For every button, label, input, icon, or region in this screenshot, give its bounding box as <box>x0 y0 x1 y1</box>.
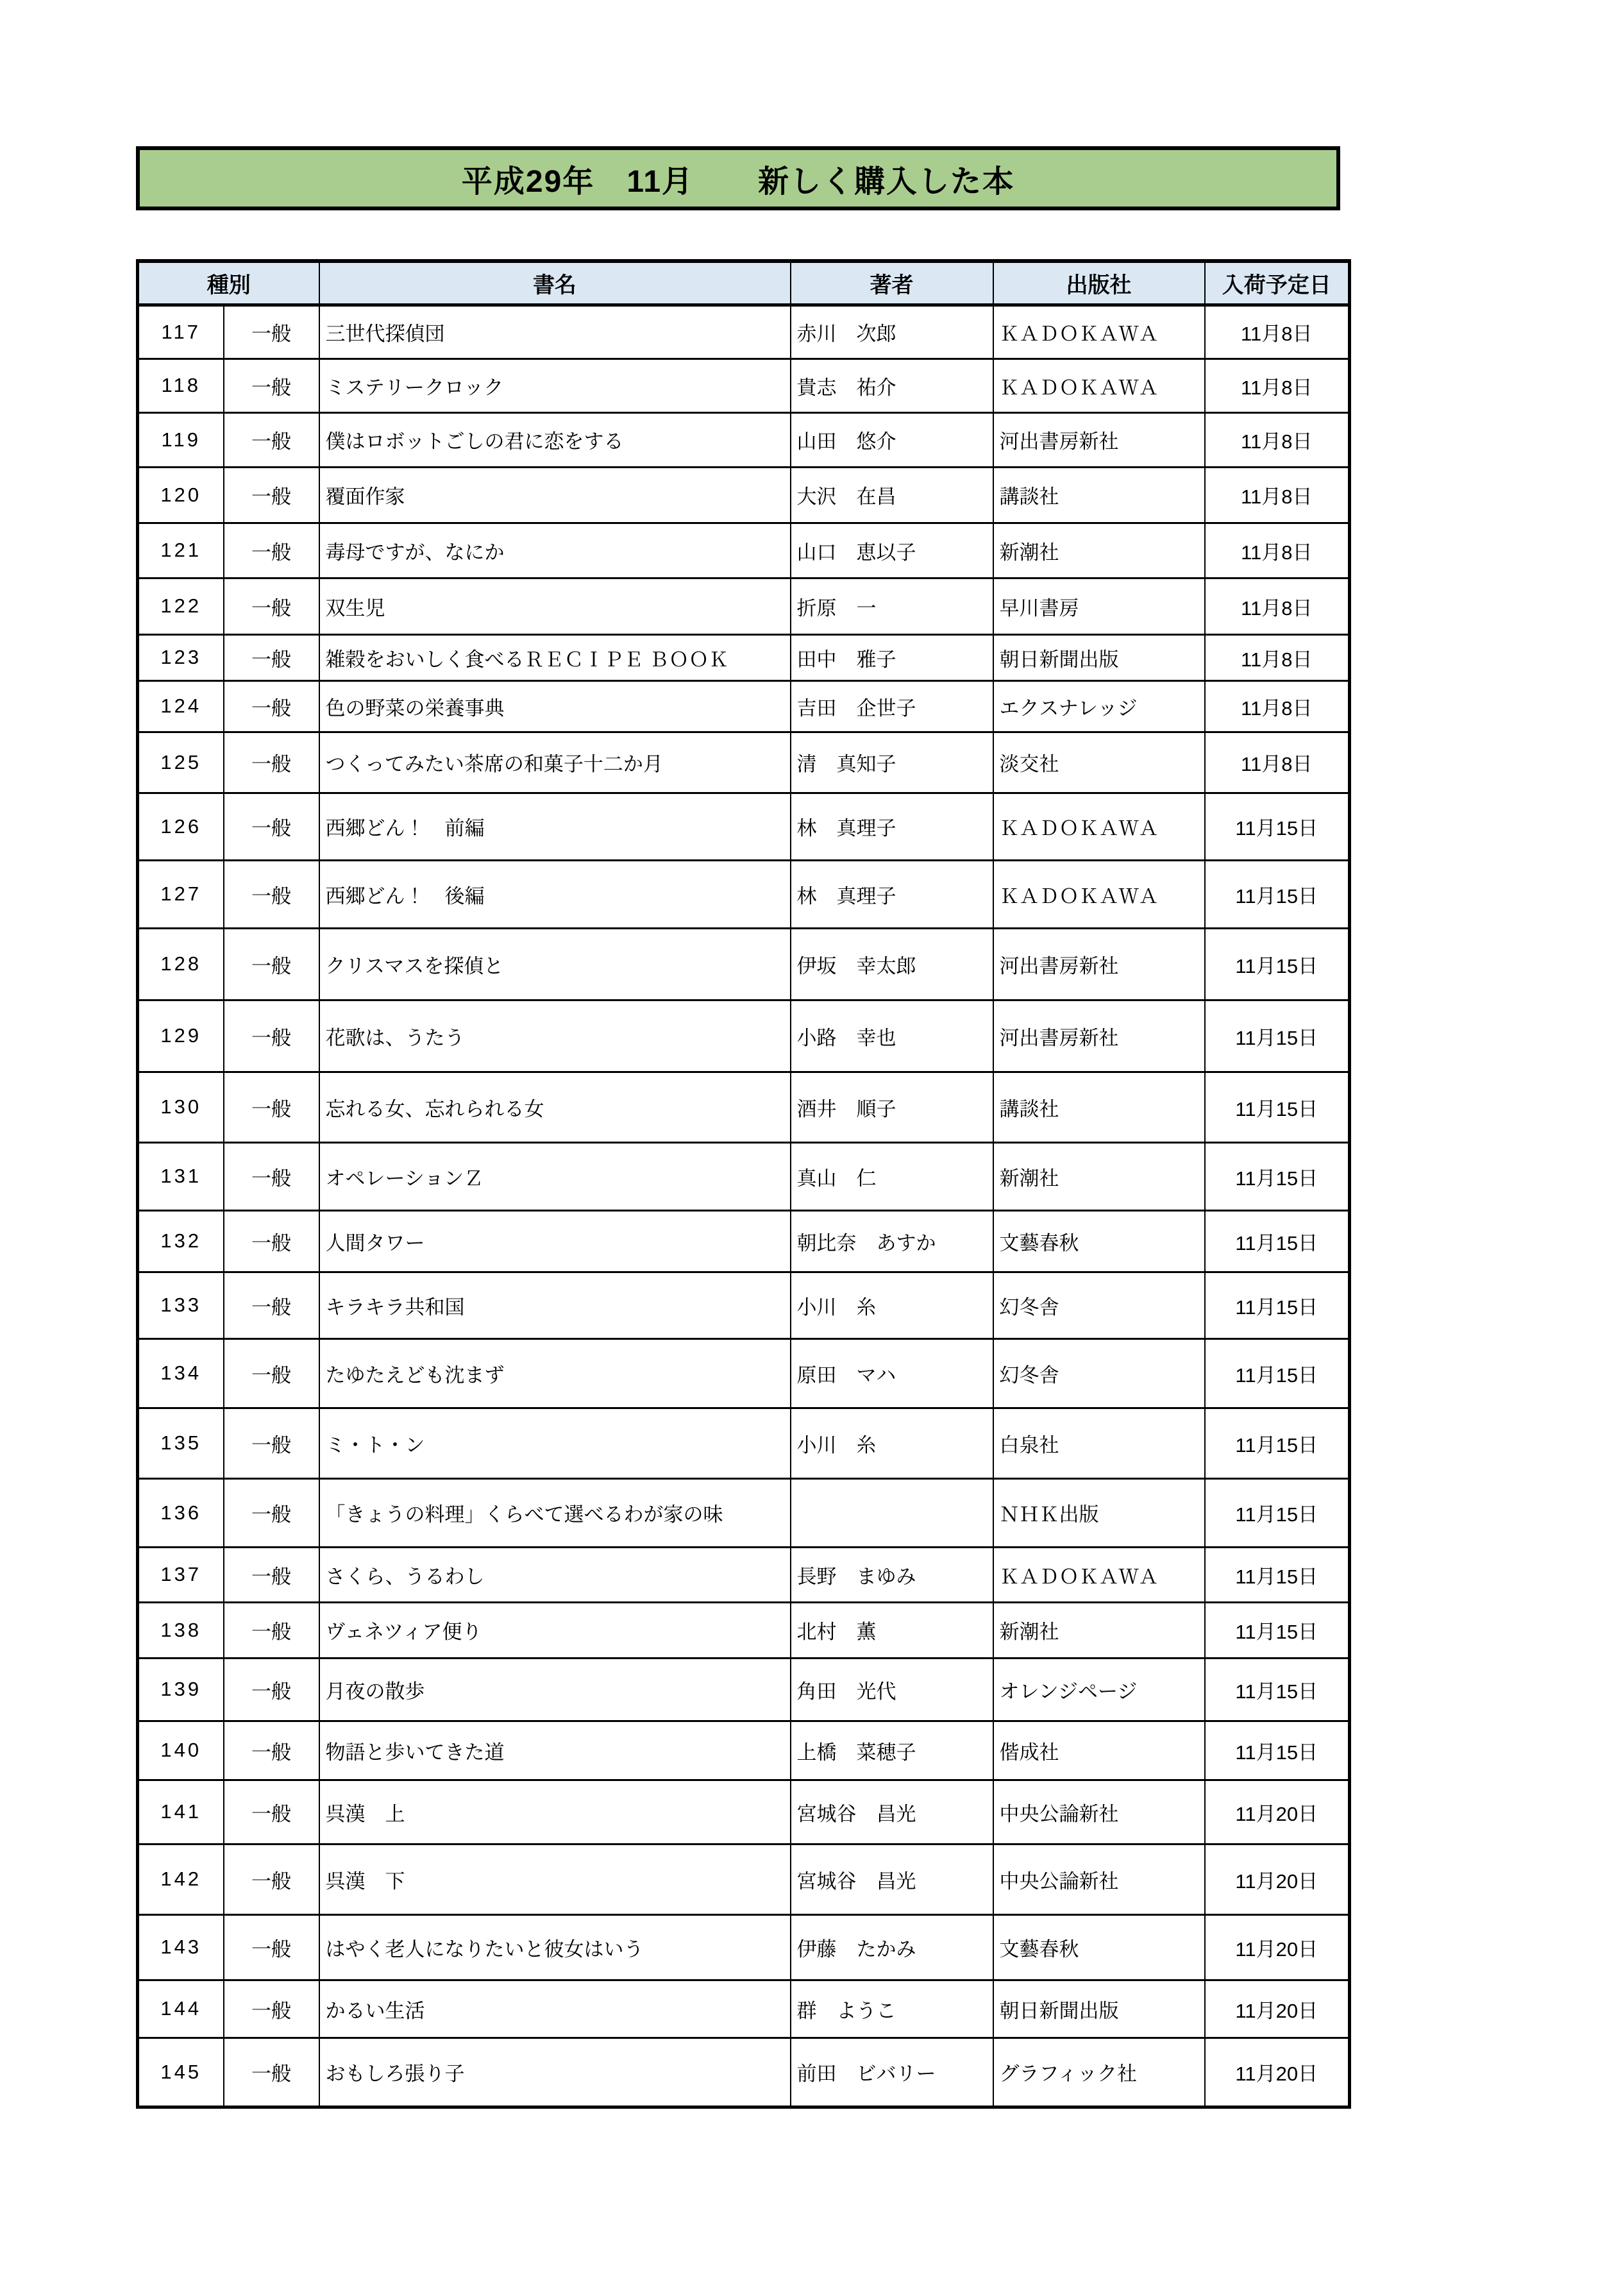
arrival-date-cell: 11月15日 <box>1205 1478 1350 1547</box>
book-title-cell: ミ・ト・ン <box>319 1408 791 1478</box>
row-type-cell: 一般 <box>224 305 319 359</box>
book-title-cell: 毒母ですが、なにか <box>319 523 791 578</box>
author-cell: 宮城谷 昌光 <box>791 1780 993 1844</box>
header-date: 入荷予定日 <box>1205 261 1350 305</box>
arrival-date-cell: 11月15日 <box>1205 1142 1350 1210</box>
row-number-cell: 142 <box>138 1844 224 1914</box>
book-title-cell: 西郷どん！ 後編 <box>319 860 791 928</box>
publisher-cell: 中央公論新社 <box>993 1844 1205 1914</box>
author-cell: 伊藤 たかみ <box>791 1914 993 1980</box>
arrival-date-cell: 11月8日 <box>1205 467 1350 523</box>
publisher-cell: ＮＨＫ出版 <box>993 1478 1205 1547</box>
row-type-cell: 一般 <box>224 860 319 928</box>
title-banner <box>136 146 1340 210</box>
table-row <box>138 412 1350 467</box>
arrival-date-cell: 11月8日 <box>1205 523 1350 578</box>
row-type-cell: 一般 <box>224 1408 319 1478</box>
row-number-cell: 130 <box>138 1072 224 1142</box>
publisher-cell: 新潮社 <box>993 1602 1205 1658</box>
book-title-cell: キラキラ共和国 <box>319 1272 791 1338</box>
book-title-cell: クリスマスを探偵と <box>319 928 791 1000</box>
publisher-cell: 文藝春秋 <box>993 1210 1205 1272</box>
publisher-cell: 文藝春秋 <box>993 1914 1205 1980</box>
row-number-cell: 124 <box>138 680 224 732</box>
book-title-cell: 花歌は、うたう <box>319 1000 791 1072</box>
publisher-cell: 中央公論新社 <box>993 1780 1205 1844</box>
row-number-cell: 118 <box>138 359 224 412</box>
book-title-cell: 月夜の散歩 <box>319 1658 791 1721</box>
publisher-cell: 講談社 <box>993 1072 1205 1142</box>
row-type-cell: 一般 <box>224 1780 319 1844</box>
row-type-cell: 一般 <box>224 1272 319 1338</box>
table-row <box>138 578 1350 634</box>
book-title-cell: 三世代探偵団 <box>319 305 791 359</box>
publisher-cell: オレンジページ <box>993 1658 1205 1721</box>
row-number-cell: 139 <box>138 1658 224 1721</box>
row-type-cell: 一般 <box>224 2038 319 2107</box>
book-title-cell: 僕はロボットごしの君に恋をする <box>319 412 791 467</box>
row-number-cell: 143 <box>138 1914 224 1980</box>
publisher-cell: グラフィック社 <box>993 2038 1205 2107</box>
row-type-cell: 一般 <box>224 1142 319 1210</box>
publisher-cell: 白泉社 <box>993 1408 1205 1478</box>
row-type-cell: 一般 <box>224 928 319 1000</box>
row-number-cell: 123 <box>138 634 224 680</box>
row-number-cell: 126 <box>138 793 224 860</box>
row-number-cell: 132 <box>138 1210 224 1272</box>
row-type-cell: 一般 <box>224 1000 319 1072</box>
publisher-cell: 朝日新聞出版 <box>993 1980 1205 2038</box>
publisher-cell: 河出書房新社 <box>993 928 1205 1000</box>
row-type-cell: 一般 <box>224 523 319 578</box>
row-type-cell: 一般 <box>224 1980 319 2038</box>
arrival-date-cell: 11月15日 <box>1205 1721 1350 1780</box>
row-number-cell: 136 <box>138 1478 224 1547</box>
book-title-cell: 双生児 <box>319 578 791 634</box>
book-title-cell: 呉漢 上 <box>319 1780 791 1844</box>
row-type-cell: 一般 <box>224 1072 319 1142</box>
publisher-cell: ＫＡＤＯＫＡＷＡ <box>993 305 1205 359</box>
row-type-cell: 一般 <box>224 412 319 467</box>
author-cell: 酒井 順子 <box>791 1072 993 1142</box>
header-publisher: 出版社 <box>993 261 1205 305</box>
book-title-cell: 忘れる女、忘れられる女 <box>319 1072 791 1142</box>
author-cell: 小路 幸也 <box>791 1000 993 1072</box>
table-row <box>138 523 1350 578</box>
author-cell: 清 真知子 <box>791 732 993 793</box>
book-title-cell: さくら、うるわし <box>319 1547 791 1602</box>
table-row <box>138 1478 1350 1547</box>
publisher-cell: ＫＡＤＯＫＡＷＡ <box>993 793 1205 860</box>
table-row <box>138 1914 1350 1980</box>
publisher-cell: ＫＡＤＯＫＡＷＡ <box>993 359 1205 412</box>
row-number-cell: 145 <box>138 2038 224 2107</box>
book-title-cell: 人間タワー <box>319 1210 791 1272</box>
row-type-cell: 一般 <box>224 1602 319 1658</box>
author-cell: 林 真理子 <box>791 793 993 860</box>
author-cell: 小川 糸 <box>791 1408 993 1478</box>
table-row <box>138 1272 1350 1338</box>
row-number-cell: 133 <box>138 1272 224 1338</box>
row-type-cell: 一般 <box>224 1844 319 1914</box>
arrival-date-cell: 11月15日 <box>1205 1658 1350 1721</box>
book-title-cell: 呉漢 下 <box>319 1844 791 1914</box>
table-row <box>138 1844 1350 1914</box>
table-row <box>138 1408 1350 1478</box>
row-type-cell: 一般 <box>224 680 319 732</box>
publisher-cell: 偕成社 <box>993 1721 1205 1780</box>
author-cell: 真山 仁 <box>791 1142 993 1210</box>
row-number-cell: 135 <box>138 1408 224 1478</box>
arrival-date-cell: 11月15日 <box>1205 1210 1350 1272</box>
book-title-cell: はやく老人になりたいと彼女はいう <box>319 1914 791 1980</box>
row-number-cell: 138 <box>138 1602 224 1658</box>
table-row <box>138 928 1350 1000</box>
book-title-cell: おもしろ張り子 <box>319 2038 791 2107</box>
book-title-cell: ミステリークロック <box>319 359 791 412</box>
author-cell: 貴志 祐介 <box>791 359 993 412</box>
row-number-cell: 120 <box>138 467 224 523</box>
book-title-cell: たゆたえども沈まず <box>319 1338 791 1408</box>
arrival-date-cell: 11月15日 <box>1205 1272 1350 1338</box>
table-row <box>138 359 1350 412</box>
book-title-cell: ヴェネツィア便り <box>319 1602 791 1658</box>
table-row <box>138 680 1350 732</box>
row-number-cell: 137 <box>138 1547 224 1602</box>
arrival-date-cell: 11月20日 <box>1205 1780 1350 1844</box>
table-row <box>138 1000 1350 1072</box>
publisher-cell: ＫＡＤＯＫＡＷＡ <box>993 1547 1205 1602</box>
table-row <box>138 1547 1350 1602</box>
arrival-date-cell: 11月8日 <box>1205 732 1350 793</box>
publisher-cell: ＫＡＤＯＫＡＷＡ <box>993 860 1205 928</box>
table-row <box>138 1602 1350 1658</box>
publisher-cell: 新潮社 <box>993 1142 1205 1210</box>
table-row <box>138 1142 1350 1210</box>
book-title-cell: かるい生活 <box>319 1980 791 2038</box>
author-cell: 林 真理子 <box>791 860 993 928</box>
table-row <box>138 634 1350 680</box>
row-number-cell: 134 <box>138 1338 224 1408</box>
arrival-date-cell: 11月15日 <box>1205 1602 1350 1658</box>
table-row <box>138 1980 1350 2038</box>
book-title-cell: つくってみたい茶席の和菓子十二か月 <box>319 732 791 793</box>
header-author: 著者 <box>791 261 993 305</box>
publisher-cell: 朝日新聞出版 <box>993 634 1205 680</box>
header-type: 種別 <box>138 261 319 305</box>
author-cell: 大沢 在昌 <box>791 467 993 523</box>
arrival-date-cell: 11月8日 <box>1205 359 1350 412</box>
table-row <box>138 793 1350 860</box>
row-number-cell: 122 <box>138 578 224 634</box>
row-type-cell: 一般 <box>224 359 319 412</box>
row-number-cell: 121 <box>138 523 224 578</box>
book-title-cell: オペレーションＺ <box>319 1142 791 1210</box>
book-title-cell: 西郷どん！ 前編 <box>319 793 791 860</box>
author-cell: 上橋 菜穂子 <box>791 1721 993 1780</box>
book-title-cell: 雑穀をおいしく食べるＲＥＣＩＰＥ ＢＯＯＫ <box>319 634 791 680</box>
arrival-date-cell: 11月20日 <box>1205 1844 1350 1914</box>
author-cell: 折原 一 <box>791 578 993 634</box>
arrival-date-cell: 11月8日 <box>1205 412 1350 467</box>
row-type-cell: 一般 <box>224 732 319 793</box>
new-books-table <box>136 259 1351 2109</box>
table-row <box>138 1338 1350 1408</box>
row-type-cell: 一般 <box>224 1547 319 1602</box>
row-number-cell: 140 <box>138 1721 224 1780</box>
author-cell <box>791 1478 993 1547</box>
author-cell: 赤川 次郎 <box>791 305 993 359</box>
table-row <box>138 467 1350 523</box>
row-type-cell: 一般 <box>224 1478 319 1547</box>
author-cell: 小川 糸 <box>791 1272 993 1338</box>
author-cell: 朝比奈 あすか <box>791 1210 993 1272</box>
arrival-date-cell: 11月15日 <box>1205 1000 1350 1072</box>
row-type-cell: 一般 <box>224 793 319 860</box>
row-number-cell: 117 <box>138 305 224 359</box>
row-type-cell: 一般 <box>224 1914 319 1980</box>
author-cell: 角田 光代 <box>791 1658 993 1721</box>
row-number-cell: 128 <box>138 928 224 1000</box>
arrival-date-cell: 11月8日 <box>1205 305 1350 359</box>
arrival-date-cell: 11月20日 <box>1205 1914 1350 1980</box>
table-row <box>138 732 1350 793</box>
publisher-cell: 早川書房 <box>993 578 1205 634</box>
arrival-date-cell: 11月8日 <box>1205 578 1350 634</box>
author-cell: 田中 雅子 <box>791 634 993 680</box>
book-title-cell: 物語と歩いてきた道 <box>319 1721 791 1780</box>
publisher-cell: 幻冬舎 <box>993 1272 1205 1338</box>
arrival-date-cell: 11月8日 <box>1205 680 1350 732</box>
table-row <box>138 2038 1350 2107</box>
publisher-cell: 淡交社 <box>993 732 1205 793</box>
publisher-cell: 河出書房新社 <box>993 1000 1205 1072</box>
arrival-date-cell: 11月15日 <box>1205 1408 1350 1478</box>
arrival-date-cell: 11月20日 <box>1205 1980 1350 2038</box>
row-number-cell: 129 <box>138 1000 224 1072</box>
arrival-date-cell: 11月20日 <box>1205 2038 1350 2107</box>
author-cell: 群 ようこ <box>791 1980 993 2038</box>
page-title: 平成29年 11月 新しく購入した本 <box>461 164 1015 199</box>
row-type-cell: 一般 <box>224 1210 319 1272</box>
row-number-cell: 131 <box>138 1142 224 1210</box>
row-number-cell: 127 <box>138 860 224 928</box>
table-row <box>138 1658 1350 1721</box>
arrival-date-cell: 11月15日 <box>1205 793 1350 860</box>
arrival-date-cell: 11月8日 <box>1205 634 1350 680</box>
row-number-cell: 144 <box>138 1980 224 2038</box>
author-cell: 北村 薫 <box>791 1602 993 1658</box>
row-number-cell: 119 <box>138 412 224 467</box>
row-number-cell: 125 <box>138 732 224 793</box>
table-row <box>138 1210 1350 1272</box>
row-type-cell: 一般 <box>224 634 319 680</box>
author-cell: 宮城谷 昌光 <box>791 1844 993 1914</box>
table-row <box>138 1721 1350 1780</box>
table-row <box>138 860 1350 928</box>
arrival-date-cell: 11月15日 <box>1205 928 1350 1000</box>
arrival-date-cell: 11月15日 <box>1205 1547 1350 1602</box>
row-type-cell: 一般 <box>224 578 319 634</box>
row-type-cell: 一般 <box>224 1721 319 1780</box>
header-title: 書名 <box>319 261 791 305</box>
row-type-cell: 一般 <box>224 1338 319 1408</box>
arrival-date-cell: 11月15日 <box>1205 1338 1350 1408</box>
row-type-cell: 一般 <box>224 1658 319 1721</box>
publisher-cell: 河出書房新社 <box>993 412 1205 467</box>
book-title-cell: 「きょうの料理」くらべて選べるわが家の味 <box>319 1478 791 1547</box>
arrival-date-cell: 11月15日 <box>1205 860 1350 928</box>
author-cell: 長野 まゆみ <box>791 1547 993 1602</box>
publisher-cell: エクスナレッジ <box>993 680 1205 732</box>
table-row <box>138 1780 1350 1844</box>
table-header-row <box>138 261 1350 305</box>
publisher-cell: 幻冬舎 <box>993 1338 1205 1408</box>
author-cell: 伊坂 幸太郎 <box>791 928 993 1000</box>
table-row <box>138 1072 1350 1142</box>
publisher-cell: 新潮社 <box>993 523 1205 578</box>
book-table-body <box>138 305 1350 2107</box>
author-cell: 山田 悠介 <box>791 412 993 467</box>
book-title-cell: 色の野菜の栄養事典 <box>319 680 791 732</box>
author-cell: 原田 マハ <box>791 1338 993 1408</box>
table-row <box>138 305 1350 359</box>
arrival-date-cell: 11月15日 <box>1205 1072 1350 1142</box>
publisher-cell: 講談社 <box>993 467 1205 523</box>
book-title-cell: 覆面作家 <box>319 467 791 523</box>
row-number-cell: 141 <box>138 1780 224 1844</box>
row-type-cell: 一般 <box>224 467 319 523</box>
author-cell: 山口 恵以子 <box>791 523 993 578</box>
author-cell: 前田 ビバリー <box>791 2038 993 2107</box>
author-cell: 吉田 企世子 <box>791 680 993 732</box>
